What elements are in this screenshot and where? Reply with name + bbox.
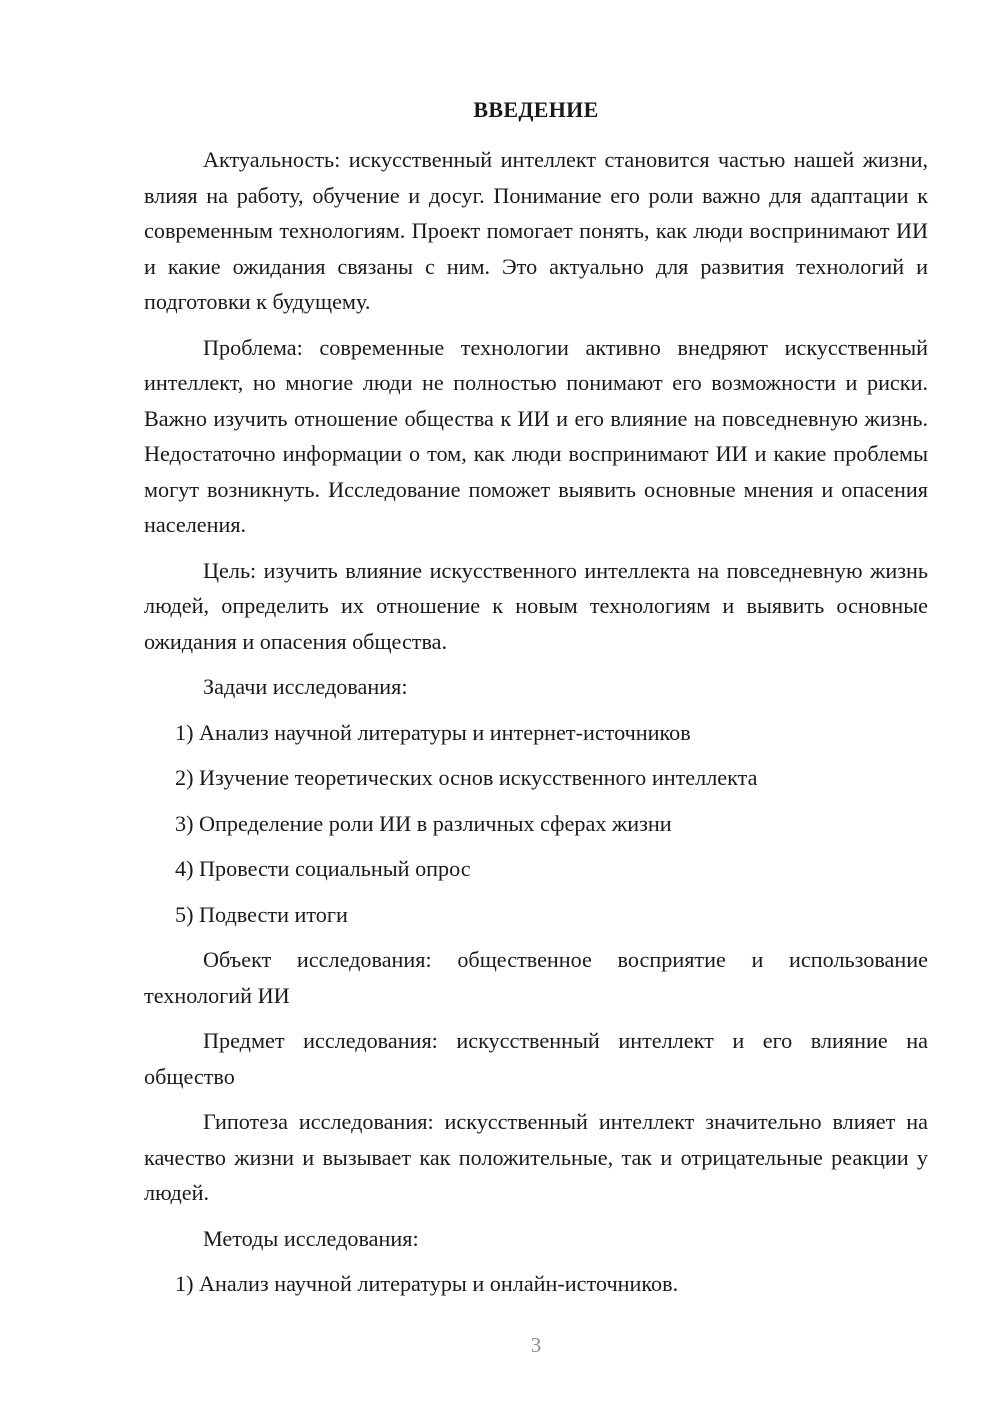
document-body <box>144 142 928 1312</box>
page-title: ВВЕДЕНИЕ <box>473 97 599 122</box>
list-item: 1) Анализ научной литературы и онлайн-источников. <box>175 1271 679 1296</box>
list-item: 4) Провести социальный опрос <box>175 856 471 881</box>
relevance-paragraph: Актуальность: искусственный интеллект становится частью нашей жизни, влияя на работу, обучение и досуг. Понимание его роли важно для адаптации к современным технологиям. Проект помогает понять, как люди воспринимают ИИ и какие ожидания связаны с ним. Это актуально для развития технологий и подготовки к будущему. <box>144 147 928 314</box>
page-number: 3 <box>530 1333 542 1357</box>
subject-paragraph: Предмет исследования: искусственный интеллект и его влияние на общество <box>144 1028 928 1089</box>
list-item: 1) Анализ научной литературы и интернет-источников <box>175 719 691 745</box>
hypothesis-paragraph: Гипотеза исследования: искусственный интеллект значительно влияет на качество жизни и вызывает как положительные, так и отрицательные реакции у людей. <box>144 1109 928 1205</box>
list-item: 3) Определение роли ИИ в различных сферах жизни <box>175 810 672 836</box>
problem-paragraph: Проблема: современные технологии активно внедряют искусственный интеллект, но многие люди не полностью понимают его возможности и риски. Важно изучить отношение общества к ИИ и его влияние на повседневную жизнь. Недостаточно информации о том, как люди воспринимают ИИ и какие проблемы могут возникнуть. Исследование поможет выявить основные мнения и опасения населения. <box>144 334 928 537</box>
list-item: 5) Подвести итоги <box>175 901 348 927</box>
tasks-list <box>144 715 928 933</box>
object-paragraph: Объект исследования: общественное восприятие и использование технологий ИИ <box>144 947 928 1008</box>
methods-heading: Методы исследования: <box>203 1225 419 1251</box>
goal-paragraph: Цель: изучить влияние искусственного интеллекта на повседневную жизнь людей, определить их отношение к новым технологиям и выявить основные ожидания и опасения общества. <box>144 557 928 654</box>
list-item: 2) Изучение теоретических основ искусственного интеллекта <box>175 765 758 790</box>
methods-list <box>144 1266 928 1302</box>
tasks-heading: Задачи исследования: <box>203 674 408 699</box>
